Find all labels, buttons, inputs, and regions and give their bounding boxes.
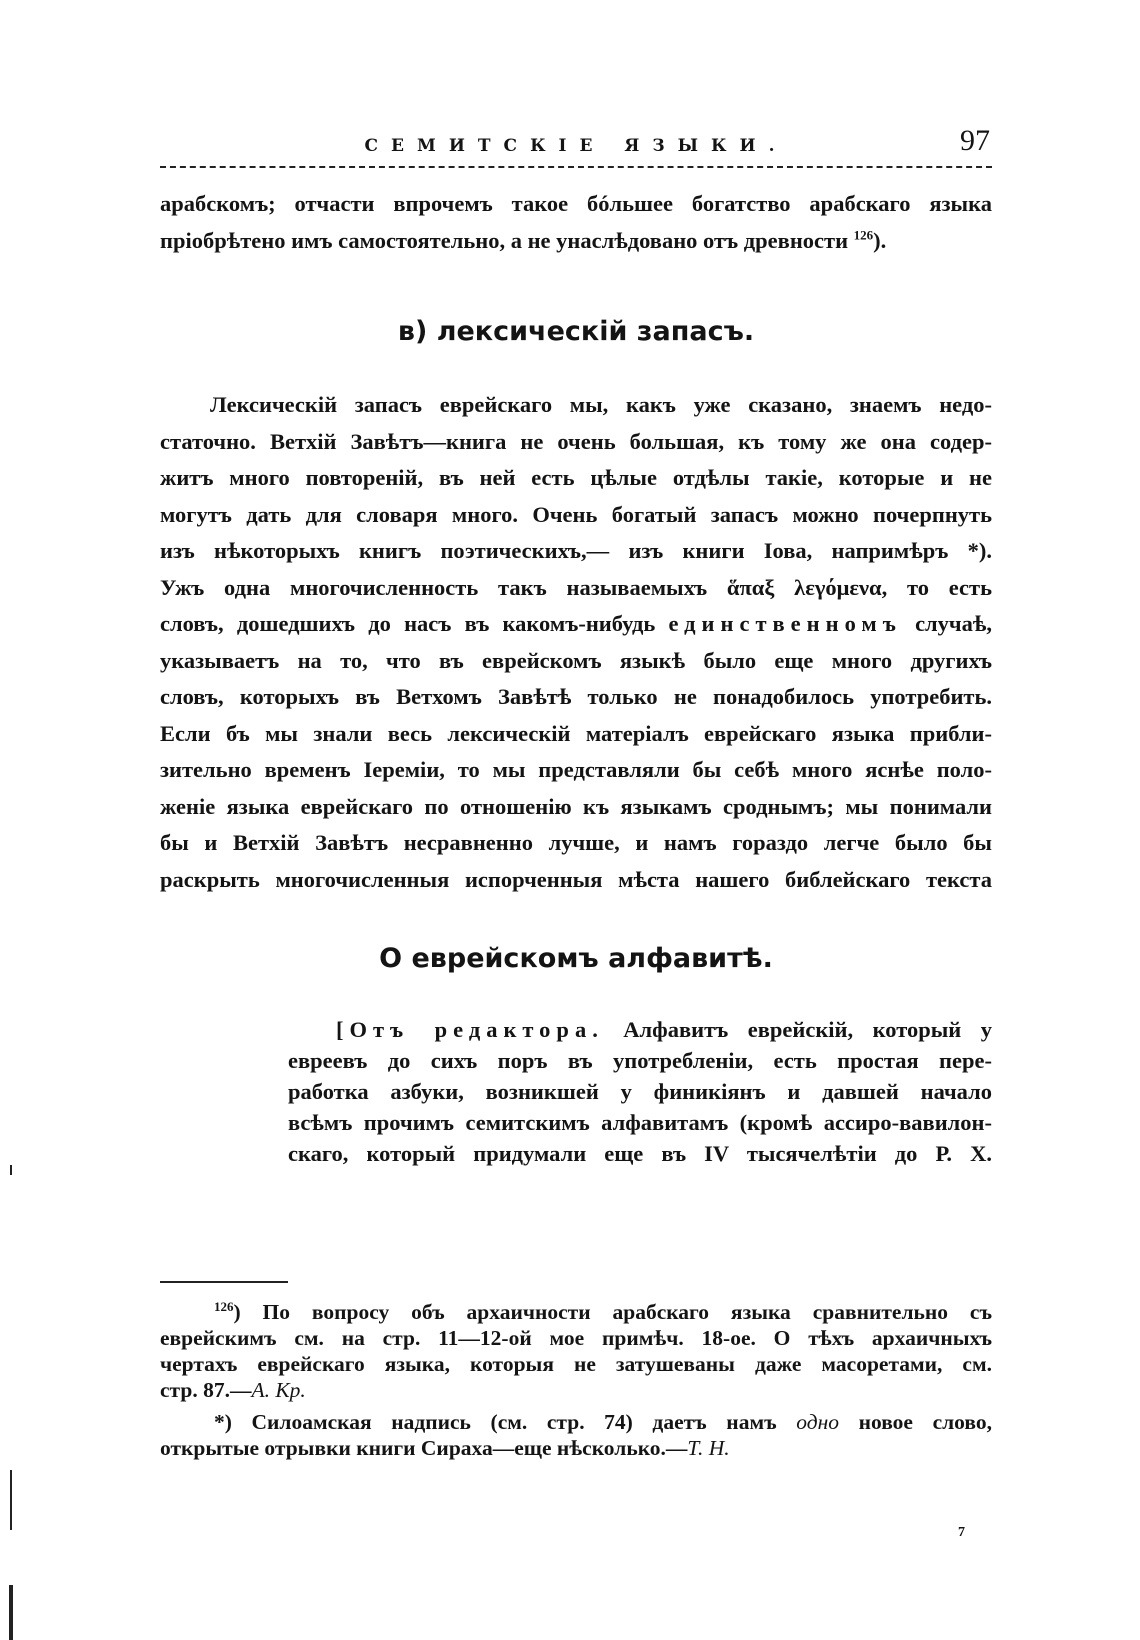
editor-sign: Т. Н. bbox=[687, 1436, 730, 1460]
scan-mark bbox=[10, 1165, 12, 1175]
text-line: чертахъ еврейскаго языка, которыя не затушеваны даже масоретами, см. bbox=[160, 1352, 992, 1376]
text-line: указываетъ на то, что въ еврейскомъ языкѣ было еще много другихъ bbox=[160, 647, 992, 673]
lexical-paragraph bbox=[160, 387, 992, 898]
text-line: женіе языка еврейскаго по отношенію къ языкамъ сроднымъ; мы понимали bbox=[160, 793, 992, 819]
footnote-126: $^{126}$) По вопросу объ архаичности арабскаго языка сравнительно съ bbox=[214, 1298, 992, 1324]
text-line: словъ, которыхъ въ Ветхомъ Завѣтѣ только не понадобилось употребить. bbox=[160, 684, 992, 709]
text-line: зительно временъ Іереміи, то мы представляли бы себѣ много яснѣе поло- bbox=[160, 757, 992, 782]
running-title: СЕМИТСКІЕ ЯЗЫКИ. bbox=[364, 136, 788, 156]
author-sign: А. Кр. bbox=[251, 1378, 306, 1402]
text-line: скаго, который придумали еще въ IV тысячелѣтіи до Р. Х. bbox=[288, 1141, 992, 1166]
text-line: могутъ дать для словаря много. Очень богатый запасъ можно почерпнуть bbox=[160, 501, 992, 527]
text-line: житъ много повтореній, въ ней есть цѣлые отдѣлы такіе, которые и не bbox=[160, 465, 992, 490]
text-line: стр. 87.—А. Кр. bbox=[160, 1378, 306, 1402]
page-number: 97 bbox=[960, 124, 990, 157]
emphasized-word: единственномъ bbox=[668, 611, 902, 636]
text-line: арабскомъ; отчасти впрочемъ такое бóльшее богатство арабскаго языка bbox=[160, 191, 992, 216]
editor-note-block bbox=[288, 1014, 992, 1169]
text-line: пріобрѣтено имъ самостоятельно, а не унаслѣдовано отъ древности $^{126}$). bbox=[160, 227, 887, 253]
text-line: Лексическій запасъ еврейскаго мы, какъ уже сказано, знаемъ недо- bbox=[210, 392, 992, 417]
text-line: словъ, дошедшихъ до насъ въ какомъ-нибудь единственномъ случаѣ, bbox=[160, 611, 992, 636]
text-line: работка азбуки, возникшей у финикіянъ и давшей начало bbox=[288, 1079, 992, 1104]
signature-mark: 7 bbox=[958, 1525, 965, 1540]
section-heading-lexical: в) лексическій запасъ. bbox=[397, 316, 755, 347]
editor-label: [Отъ редактора. bbox=[336, 1017, 604, 1042]
text-line: [Отъ редактора. Алфавитъ еврейскій, который у bbox=[336, 1017, 992, 1042]
scan-mark bbox=[10, 1470, 12, 1530]
text-line: раскрыть многочисленныя испорченныя мѣста нашего библейскаго текста bbox=[160, 866, 992, 892]
section-heading-alphabet: О еврейскомъ алфавитѣ. bbox=[379, 943, 773, 974]
footnote-ref: 126 bbox=[853, 227, 874, 242]
text-line: Ужъ одна многочисленность такъ называемыхъ ἅπαξ λεγόμενα, то есть bbox=[160, 574, 992, 600]
footnotes bbox=[160, 1299, 992, 1461]
text-line: Если бъ мы знали весь лексическій матеріалъ еврейскаго языка прибли- bbox=[160, 720, 992, 746]
text-line: статочно. Ветхій Завѣтъ—книга не очень большая, къ тому же она содер- bbox=[160, 428, 992, 454]
header-rule bbox=[160, 166, 992, 168]
text-line: всѣмъ прочимъ семитскимъ алфавитамъ (кромѣ ассиро-вавилон- bbox=[288, 1110, 992, 1135]
text-line: еврейскимъ см. на стр. 11—12-ой мое примѣч. 18-ое. О тѣхъ архаичныхъ bbox=[160, 1326, 992, 1350]
scan-mark bbox=[9, 1585, 13, 1640]
text-line: изъ нѣкоторыхъ книгъ поэтическихъ,— изъ книги Іова, напримѣръ *). bbox=[160, 538, 992, 563]
footnote-rule bbox=[160, 1281, 288, 1283]
footnote-mark: 126 bbox=[214, 1298, 234, 1314]
text-line: евреевъ до сихъ поръ въ употребленіи, есть простая пере- bbox=[288, 1048, 992, 1073]
text-line: бы и Ветхій Завѣтъ несравненно лучше, и намъ гораздо легче было бы bbox=[160, 830, 992, 855]
running-head bbox=[160, 124, 992, 164]
footnote-star: *) Силоамская надпись (см. стр. 74) даетъ намъ одно новое слово, bbox=[214, 1410, 992, 1434]
text-line: открытые отрывки книги Сираха—еще нѣсколько.—Т. Н. bbox=[160, 1436, 730, 1460]
top-paragraph bbox=[160, 186, 992, 259]
